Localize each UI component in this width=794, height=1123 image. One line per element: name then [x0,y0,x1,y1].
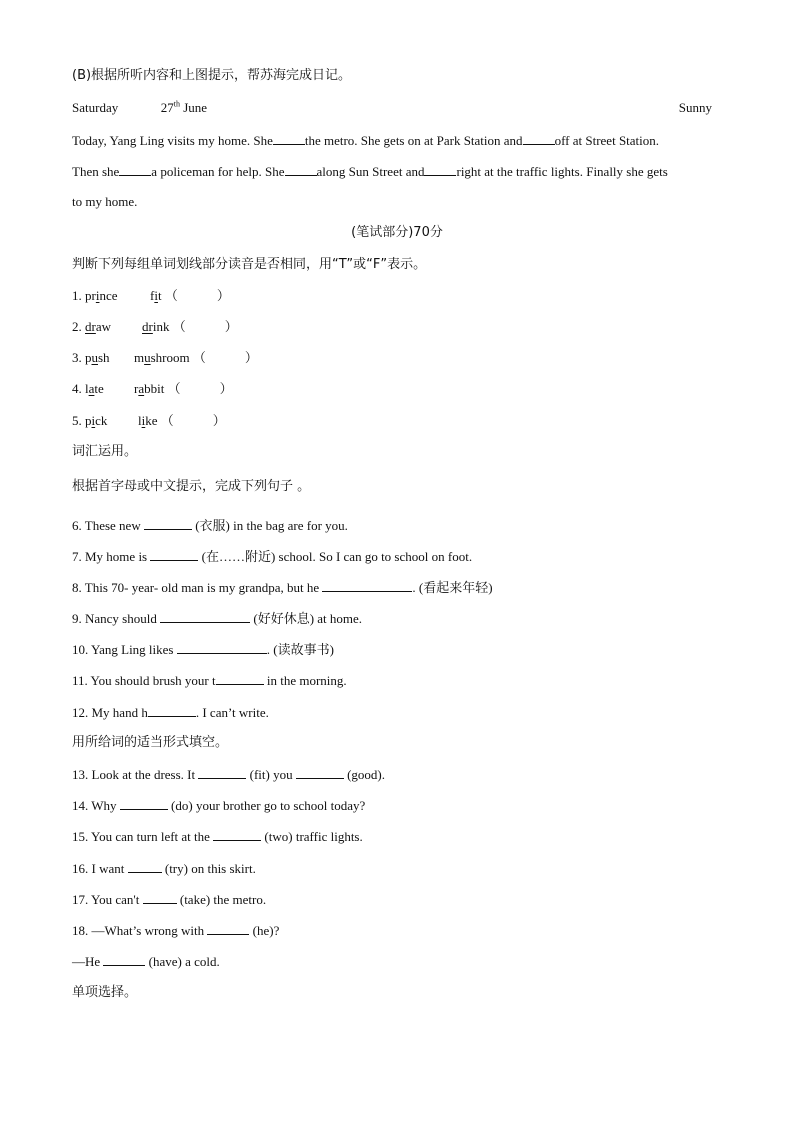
pronunciation-item-1: 1. prince fit （ ） [72,288,230,304]
diary-line-3: to my home. [72,194,138,209]
diary-date-num: 27 [160,100,174,115]
forms-item-16: 16. I want (try) on this skirt. [72,861,256,876]
answer-paren[interactable]: （ ） [160,414,226,429]
answer-blank[interactable] [216,672,264,685]
answer-paren[interactable]: （ ） [164,289,230,304]
diary-header [72,100,207,116]
forms-item-18-reply: —He (have) a cold. [72,954,220,969]
diary-date-sup: th [173,99,180,109]
answer-blank[interactable] [160,610,250,623]
answer-blank[interactable] [285,163,317,176]
vocab-heading: 词汇运用。 [72,444,138,459]
forms-item-14: 14. Why (do) your brother go to school today? [72,798,366,813]
answer-blank[interactable] [177,641,267,654]
vocab-item-8: 8. This 70- year- old man is my grandpa, but he . (看起来年轻) [72,580,493,595]
written-part-title: (笔试部分)70分 [351,225,443,240]
answer-blank[interactable] [198,766,246,779]
answer-paren[interactable]: （ ） [192,351,258,366]
vocab-item-11: 11. You should brush your t in the morning. [72,673,347,688]
answer-paren[interactable]: （ ） [167,382,233,397]
diary-weather: Sunny [678,100,712,115]
answer-blank[interactable] [120,797,168,810]
pronunciation-item-3: 3. push mushroom （ ） [72,350,258,366]
answer-blank[interactable] [119,163,151,176]
answer-blank[interactable] [207,922,249,935]
vocab-item-12: 12. My hand h . I can’t write. [72,705,269,720]
answer-blank[interactable] [148,704,196,717]
pronunciation-item-5: 5. pick like （ ） [72,413,226,429]
pronunciation-instruction: 判断下列每组单词划线部分读音是否相同，用“T”或“F”表示。 [72,257,427,272]
diary-line-1: Today, Yang Ling visits my home. She the metro. She gets on at Park Station and off at Street Station. [72,133,660,148]
answer-blank[interactable] [273,132,305,145]
forms-item-17: 17. You can't (take) the metro. [72,892,267,907]
vocab-item-6: 6. These new (衣服) in the bag are for you. [72,518,348,533]
answer-blank[interactable] [213,828,261,841]
answer-blank[interactable] [144,517,192,530]
answer-blank[interactable] [150,548,198,561]
diary-line-2: Then she a policeman for help. She along Sun Street and right at the traffic lights. Finally she gets [72,164,668,179]
single-choice-heading: 单项选择。 [72,985,138,1000]
forms-instruction: 用所给词的适当形式填空。 [72,735,229,750]
vocab-instruction: 根据首字母或中文提示，完成下列句子 。 [72,479,311,494]
answer-blank[interactable] [103,953,145,966]
vocab-item-7: 7. My home is (在……附近) school. So I can go to school on foot. [72,549,473,564]
vocab-item-9: 9. Nancy should (好好休息) at home. [72,611,363,626]
forms-item-18: 18. —What’s wrong with (he)? [72,923,280,938]
vocab-item-10: 10. Yang Ling likes . (读故事书) [72,642,334,657]
answer-blank[interactable] [424,163,456,176]
answer-paren[interactable]: （ ） [172,320,238,335]
forms-item-15: 15. You can turn left at the (two) traffic lights. [72,829,363,844]
answer-blank[interactable] [296,766,344,779]
answer-blank[interactable] [143,891,177,904]
answer-blank[interactable] [523,132,555,145]
diary-day: Saturday [72,100,119,115]
forms-item-13: 13. Look at the dress. It (fit) you (good). [72,767,386,782]
pronunciation-item-2: 2. draw drink （ ） [72,319,238,335]
listening-b-instruction: (B)根据所听内容和上图提示，帮苏海完成日记。 [72,68,352,83]
diary-date-month: June [183,100,208,115]
answer-blank[interactable] [322,579,412,592]
answer-blank[interactable] [128,860,162,873]
pronunciation-item-4: 4. late rabbit （ ） [72,381,233,397]
